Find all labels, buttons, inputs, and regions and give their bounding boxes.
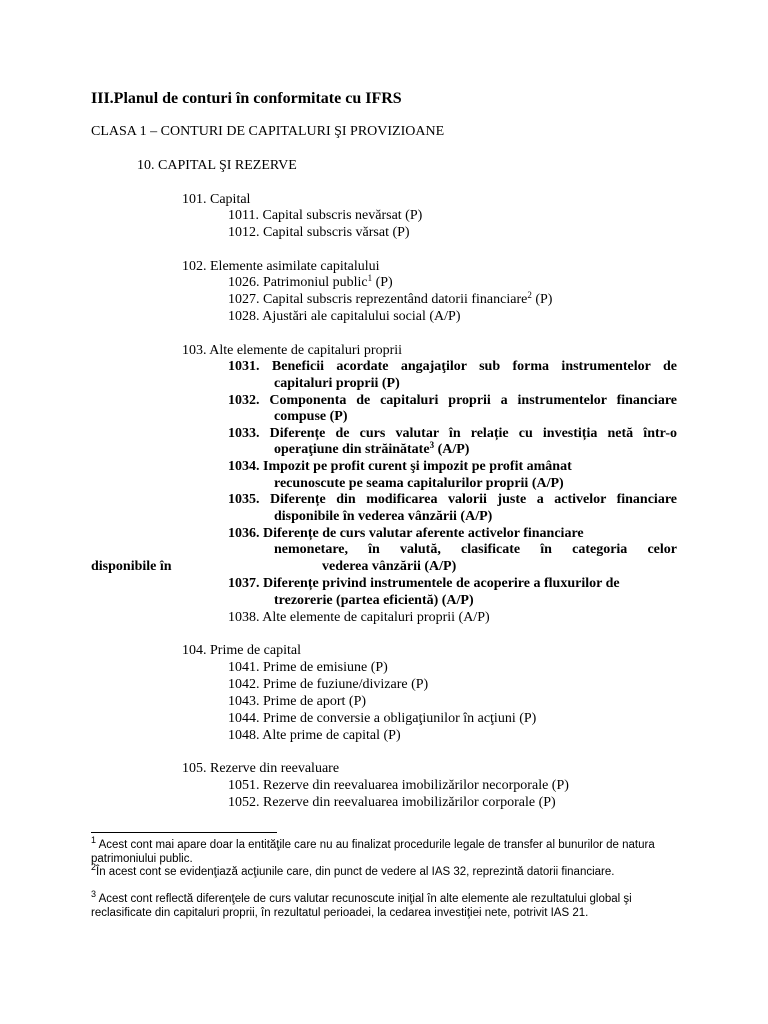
footnote-text: Acest cont reflectă diferenţele de curs valutar recunoscute iniţial în alte elemente ale rezultatului global şi reclasificate din capitaluri proprii, în rezultatul perioadei, la cedarea investiţiei nete, potrivit IAS 21. — [91, 893, 632, 919]
account-1043: 1043. Prime de aport (P) — [228, 694, 367, 709]
account-1033-cont-text: operaţiune din străinătate — [274, 442, 430, 457]
account-1033-cont — [274, 441, 469, 458]
group-heading: 10. CAPITAL ŞI REZERVE — [137, 158, 297, 173]
class-heading: CLASA 1 – CONTURI DE CAPITALURI ŞI PROVIZIOANE — [91, 124, 445, 139]
account-group-102: 102. Elemente asimilate capitalului — [182, 259, 380, 274]
account-1031-cont: capitaluri proprii (P) — [274, 376, 400, 391]
account-1028: 1028. Ajustări ale capitalului social (A/P) — [228, 309, 461, 324]
account-1036: 1036. Diferențe de curs valutar aferente activelor financiare — [228, 526, 584, 541]
account-group-103: 103. Alte elemente de capitaluri proprii — [182, 343, 403, 358]
account-1035: 1035. Diferențe din modificarea valorii juste a activelor financiare — [228, 492, 677, 507]
footnote-ref-1: 1 — [367, 273, 373, 283]
account-1052: 1052. Rezerve din reevaluarea imobilizărilor corporale (P) — [228, 795, 556, 810]
account-1037: 1037. Diferențe privind instrumentele de acoperire a fluxurilor de — [228, 576, 620, 591]
footnote-number: 1 — [91, 835, 97, 845]
account-1038: 1038. Alte elemente de capitaluri proprii (A/P) — [228, 610, 490, 625]
account-1027-text: 1027. Capital subscris reprezentând datorii financiare — [228, 292, 528, 307]
footnote-ref-3: 3 — [429, 440, 435, 450]
account-1031: 1031. Beneficii acordate angajaţilor sub forma instrumentelor de — [228, 359, 677, 374]
account-1027-tail: (P) — [531, 292, 553, 307]
footnote-2 — [91, 862, 677, 880]
account-group-104: 104. Prime de capital — [182, 643, 301, 658]
account-1051: 1051. Rezerve din reevaluarea imobilizărilor necorporale (P) — [228, 778, 569, 793]
account-1033-cont-tail: (A/P) — [434, 442, 470, 457]
document-title: III.Planul de conturi în conformitate cu IFRS — [91, 90, 402, 107]
account-1042: 1042. Prime de fuziune/divizare (P) — [228, 677, 429, 692]
footnote-number: 2 — [91, 862, 97, 872]
footnote-text: Acest cont mai apare doar la entităţile care nu au finalizat procedurile legale de transfer al bunurilor de natura patrimoniului public. — [91, 839, 655, 865]
account-1032-cont: compuse (P) — [274, 409, 348, 424]
account-1027 — [228, 291, 552, 308]
account-group-105: 105. Rezerve din reevaluare — [182, 761, 340, 776]
account-1044: 1044. Prime de conversie a obligaţiunilor în acţiuni (P) — [228, 711, 537, 726]
account-1026-text: 1026. Patrimoniul public — [228, 275, 368, 290]
account-1034-cont: recunoscute pe seama capitalurilor proprii (A/P) — [274, 476, 564, 491]
account-1036-cont-right: vederea vânzării (A/P) — [322, 559, 457, 574]
account-1041: 1041. Prime de emisiune (P) — [228, 660, 388, 675]
footnote-separator — [91, 832, 277, 833]
footnote-number: 3 — [91, 889, 97, 899]
account-1026-tail: (P) — [372, 275, 393, 290]
footnote-text: În acest cont se evidenţiază acţiunile care, din punct de vedere al IAS 32, reprezintă datorii financiare. — [96, 866, 615, 878]
footnote-1 — [91, 835, 677, 866]
account-group-101: 101. Capital — [182, 192, 251, 207]
account-1033: 1033. Diferențe de curs valutar în relație cu investiția netă într-o — [228, 426, 677, 441]
account-1048: 1048. Alte prime de capital (P) — [228, 728, 401, 743]
account-1011: 1011. Capital subscris nevărsat (P) — [228, 208, 423, 223]
account-1036-cont: nemonetare, în valută, clasificate în categoria celor — [274, 542, 677, 557]
account-1026 — [228, 274, 393, 291]
account-1035-cont: disponibile în vederea vânzării (A/P) — [274, 509, 493, 524]
footnote-3 — [91, 889, 677, 920]
footnote-ref-2: 2 — [527, 290, 532, 300]
account-1032: 1032. Componenta de capitaluri proprii a instrumentelor financiare — [228, 393, 677, 408]
account-1036-cont-left: disponibile în — [91, 559, 172, 574]
account-1037-cont: trezorerie (partea eficientă) (A/P) — [274, 593, 474, 608]
account-1034: 1034. Impozit pe profit curent şi impozit pe profit amânat — [228, 459, 572, 474]
account-1012: 1012. Capital subscris vărsat (P) — [228, 225, 410, 240]
